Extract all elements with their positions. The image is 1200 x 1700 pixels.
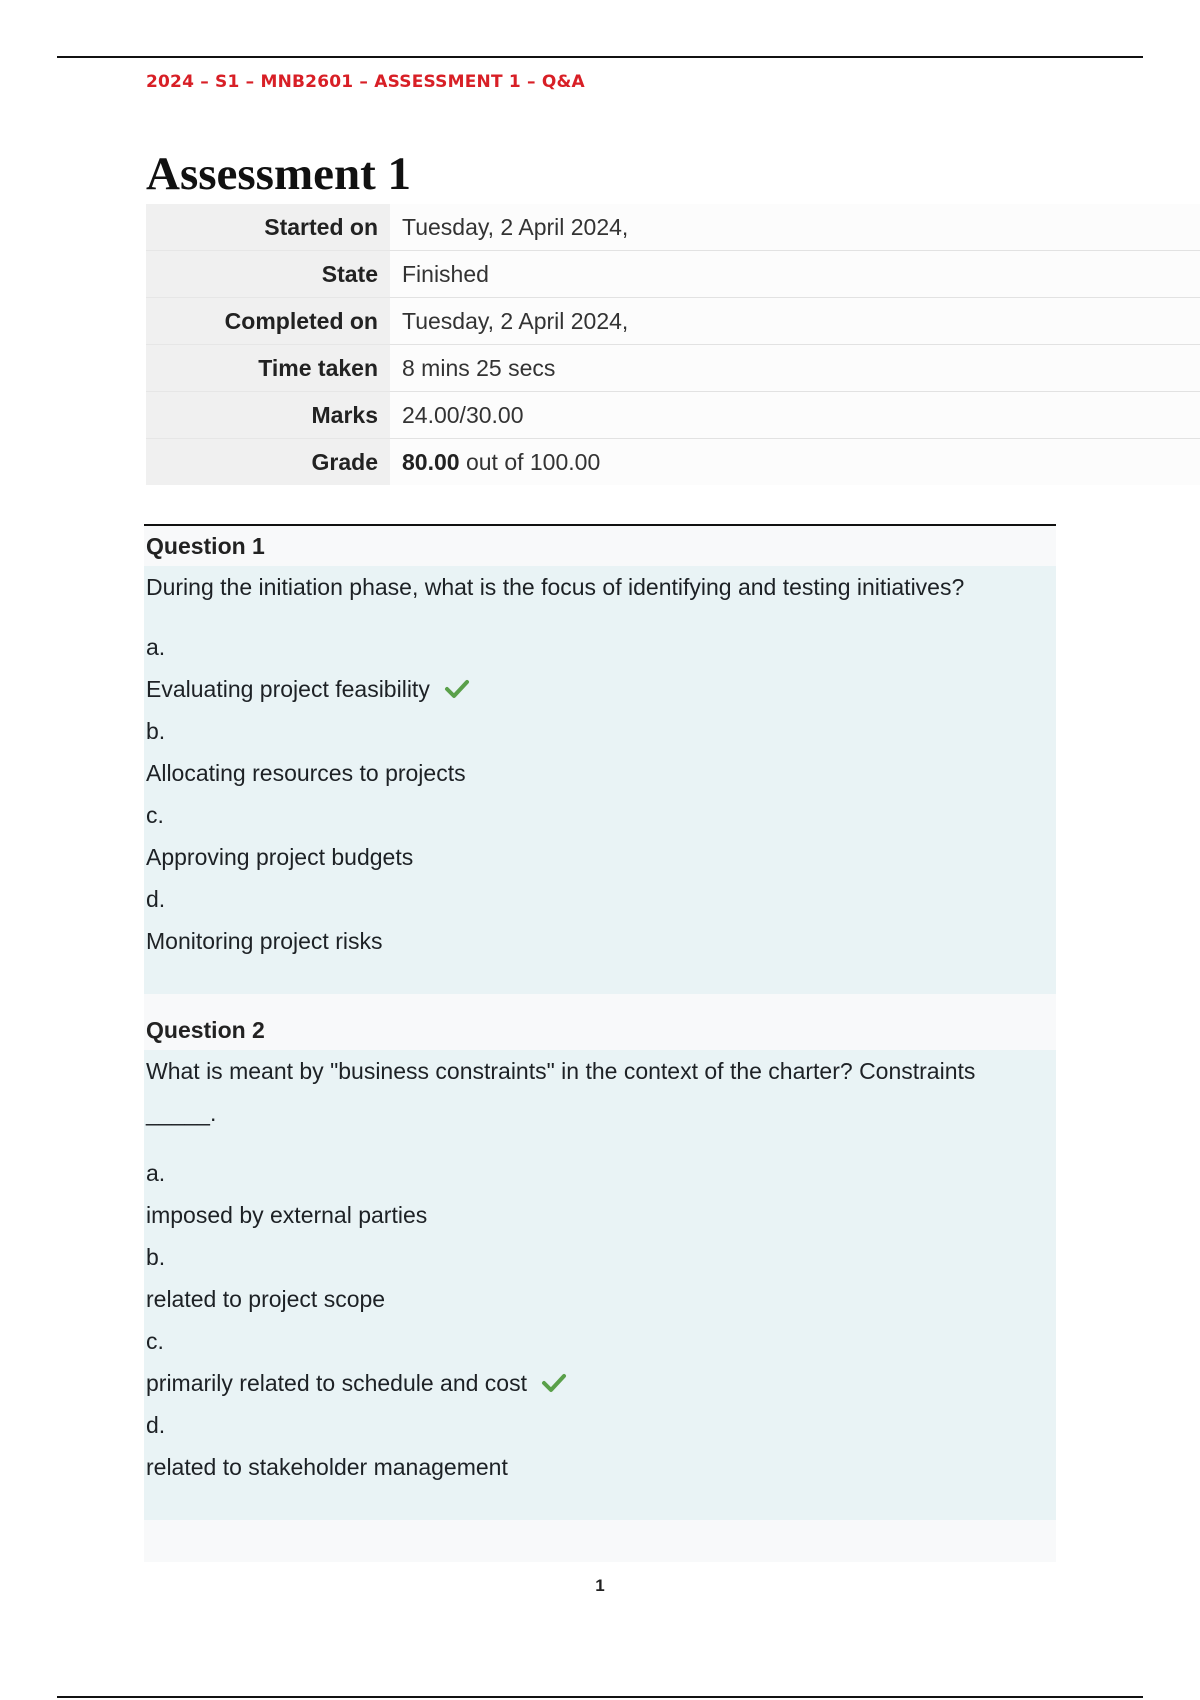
option-text: primarily related to schedule and cost <box>146 1370 527 1396</box>
summary-value: 8 mins 25 secs <box>390 345 1200 392</box>
option-c[interactable] <box>146 1362 1056 1404</box>
summary-label: Completed on <box>146 298 390 345</box>
summary-label: Marks <box>146 392 390 439</box>
option-d[interactable] <box>146 1446 1056 1488</box>
option-text: Monitoring project risks <box>146 928 383 954</box>
option-text: imposed by external parties <box>146 1202 428 1228</box>
summary-value <box>390 439 1200 486</box>
option-text: related to stakeholder management <box>146 1454 508 1480</box>
summary-label: Started on <box>146 204 390 251</box>
question-content <box>144 1050 1056 1520</box>
option-letter: a. <box>146 1160 166 1186</box>
option-text: related to project scope <box>146 1286 386 1312</box>
question-heading: Question 1 <box>144 526 1056 566</box>
option-a[interactable] <box>146 668 1056 710</box>
summary-value: 24.00/30.00 <box>390 392 1200 439</box>
option-text: Evaluating project feasibility <box>146 676 430 702</box>
question-text: What is meant by "business constraints" in the context of the charter? Constraints <box>146 1058 976 1084</box>
option-d[interactable] <box>146 920 1056 962</box>
page-title: Assessment 1 <box>146 148 412 200</box>
grade-out-of: out of 100.00 <box>459 448 601 475</box>
option-text: Allocating resources to projects <box>146 760 466 786</box>
summary-row-grade <box>146 439 1200 486</box>
summary-value: Tuesday, 2 April 2024, <box>390 204 1200 251</box>
check-icon <box>444 679 470 699</box>
question-text-blank: _____. <box>146 1100 217 1126</box>
option-letter: b. <box>146 718 166 744</box>
document-header: 2024 – S1 – MNB2601 – ASSESSMENT 1 – Q&A <box>146 72 585 92</box>
option-letter: d. <box>146 886 166 912</box>
attempt-summary-table <box>146 204 1200 485</box>
option-letter: a. <box>146 634 166 660</box>
summary-row-marks <box>146 392 1200 439</box>
question-2 <box>144 1010 1056 1562</box>
option-a[interactable] <box>146 1194 1056 1236</box>
option-b[interactable] <box>146 1278 1056 1320</box>
summary-label: State <box>146 251 390 298</box>
question-content <box>144 566 1056 994</box>
page-number: 1 <box>595 1576 605 1595</box>
option-letter: b. <box>146 1244 166 1270</box>
summary-row-time-taken <box>146 345 1200 392</box>
bottom-rule <box>57 1696 1143 1698</box>
summary-row-started <box>146 204 1200 251</box>
question-text: During the initiation phase, what is the focus of identifying and testing initiatives? <box>146 574 965 600</box>
summary-value: Tuesday, 2 April 2024, <box>390 298 1200 345</box>
summary-label: Time taken <box>146 345 390 392</box>
option-letter: c. <box>146 802 164 828</box>
grade-score: 80.00 <box>402 448 460 475</box>
summary-row-state <box>146 251 1200 298</box>
summary-value: Finished <box>390 251 1200 298</box>
question-heading: Question 2 <box>144 1010 1056 1050</box>
top-rule <box>57 56 1143 58</box>
option-letter: c. <box>146 1328 164 1354</box>
summary-label: Grade <box>146 439 390 486</box>
question-1 <box>144 524 1056 1038</box>
option-c[interactable] <box>146 836 1056 878</box>
check-icon <box>541 1373 567 1393</box>
option-b[interactable] <box>146 752 1056 794</box>
summary-row-completed <box>146 298 1200 345</box>
option-text: Approving project budgets <box>146 844 414 870</box>
option-letter: d. <box>146 1412 166 1438</box>
